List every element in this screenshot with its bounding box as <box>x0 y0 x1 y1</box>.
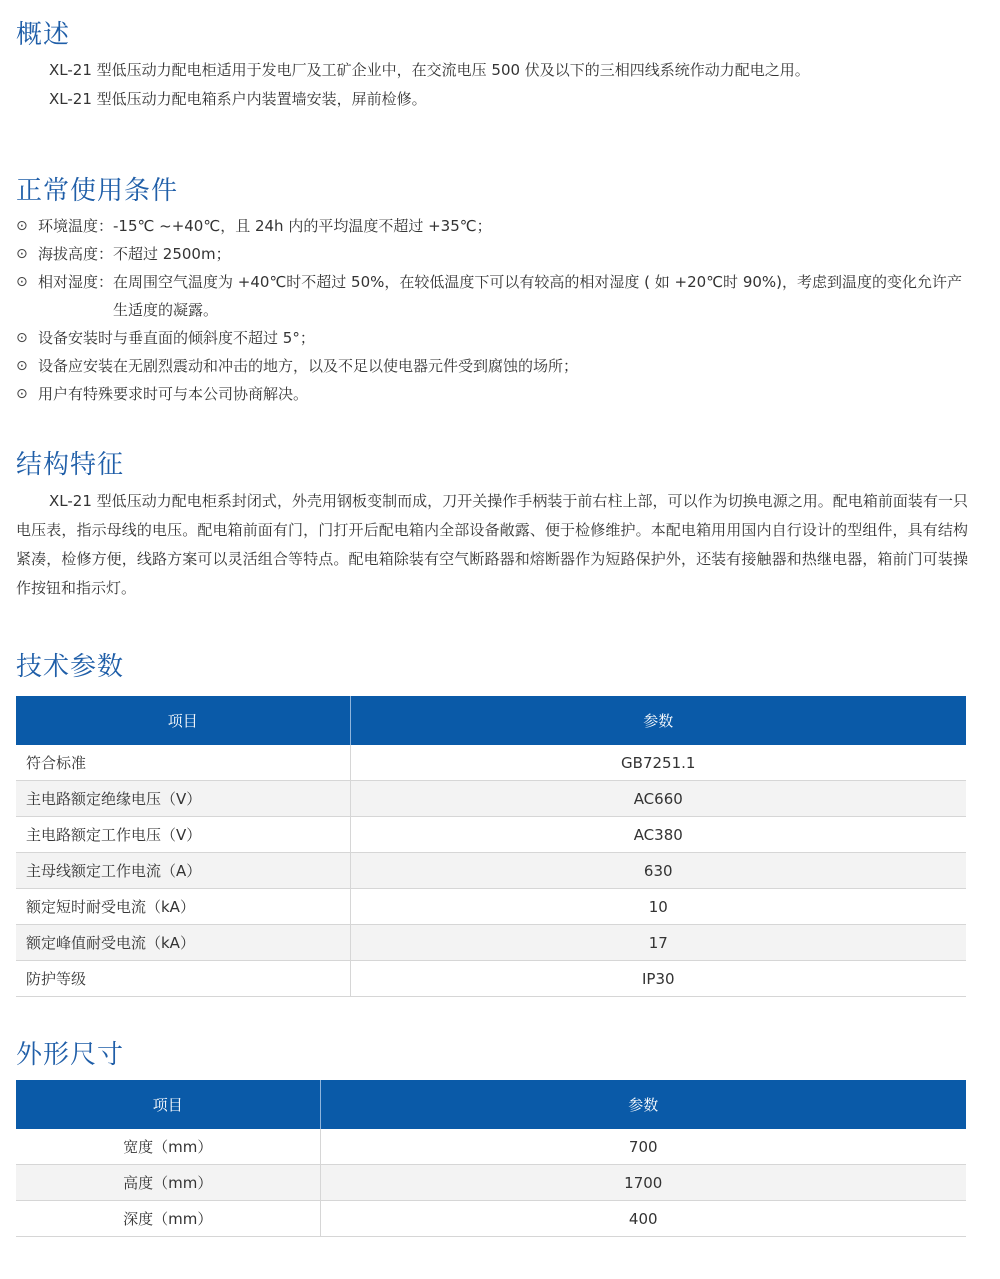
condition-label: 环境温度： <box>38 217 114 235</box>
bullet-circle-icon: ⊙ <box>16 386 28 402</box>
row-label: 额定峰值耐受电流（kA） <box>16 925 350 961</box>
bullet-circle-icon: ⊙ <box>16 358 28 374</box>
condition-text: -15℃ ~+40℃，且 24h 内的平均温度不超过 +35℃； <box>113 217 492 235</box>
bullet-circle-icon: ⊙ <box>16 274 28 290</box>
row-value: AC380 <box>350 817 966 853</box>
table-row <box>16 925 966 961</box>
condition-text: 设备应安装在无剧烈震动和冲击的地方，以及不足以使电器元件受到腐蚀的场所； <box>38 357 579 375</box>
overview-title: 概述 <box>16 20 71 50</box>
tech-params-table <box>16 696 966 997</box>
table-header-row <box>16 696 966 745</box>
condition-item-special <box>16 380 968 408</box>
bullet-circle-icon: ⊙ <box>16 246 28 262</box>
condition-item-humidity <box>16 268 968 324</box>
table-row <box>16 853 966 889</box>
structure-section <box>16 448 968 603</box>
overview-section <box>16 18 968 114</box>
header-param: 参数 <box>320 1080 966 1129</box>
overview-paragraph-2: XL-21 型低压动力配电箱系户内装置墙安装，屏前检修。 <box>49 90 427 108</box>
table-row <box>16 745 966 781</box>
row-label: 深度（mm） <box>16 1201 320 1237</box>
header-item: 项目 <box>16 696 350 745</box>
header-param: 参数 <box>350 696 966 745</box>
row-label: 主母线额定工作电流（A） <box>16 853 350 889</box>
table-row <box>16 961 966 997</box>
row-value: 630 <box>350 853 966 889</box>
table-row <box>16 817 966 853</box>
row-value: 10 <box>350 889 966 925</box>
structure-title: 结构特征 <box>16 450 125 480</box>
tech-section <box>16 650 968 997</box>
condition-label: 海拔高度： <box>38 245 114 263</box>
conditions-section <box>16 174 968 408</box>
table-row <box>16 1201 966 1237</box>
dimensions-table <box>16 1080 966 1237</box>
row-label: 防护等级 <box>16 961 350 997</box>
structure-paragraph: XL-21 型低压动力配电柜系封闭式，外壳用钢板变制而成，刀开关操作手柄装于前右柱上部，可以作为切换电源之用。配电箱前面装有一只电压表，指示母线的电压。配电箱前面有门，门打开后配电箱内全部设备敞露、便于检修维护。本配电箱用用国内自行设计的型组件，具有结构紧凑，检修方便，线路方案可以灵活组合等特点。配电箱除装有空气断路器和熔断器作为短路保护外，还装有接触器和热继电器，箱前门可装操作按钮和指示灯。 <box>16 492 968 597</box>
row-value: GB7251.1 <box>350 745 966 781</box>
row-value: 400 <box>320 1201 966 1237</box>
conditions-list <box>16 212 968 408</box>
row-label: 主电路额定工作电压（V） <box>16 817 350 853</box>
condition-text: 设备安装时与垂直面的倾斜度不超过 5°； <box>38 329 315 347</box>
condition-item-installation <box>16 352 968 380</box>
conditions-title: 正常使用条件 <box>16 176 179 206</box>
row-value: AC660 <box>350 781 966 817</box>
row-label: 符合标准 <box>16 745 350 781</box>
table-row <box>16 781 966 817</box>
condition-text: 不超过 2500m； <box>113 245 231 263</box>
row-label: 主电路额定绝缘电压（V） <box>16 781 350 817</box>
row-value: 1700 <box>320 1165 966 1201</box>
table-header-row <box>16 1080 966 1129</box>
row-label: 额定短时耐受电流（kA） <box>16 889 350 925</box>
condition-label: 相对湿度： <box>38 273 114 291</box>
condition-text: 用户有特殊要求时可与本公司协商解决。 <box>38 385 309 403</box>
row-label: 高度（mm） <box>16 1165 320 1201</box>
bullet-circle-icon: ⊙ <box>16 218 28 234</box>
condition-item-tilt <box>16 324 968 352</box>
condition-item-altitude <box>16 240 968 268</box>
table-row <box>16 1165 966 1201</box>
row-label: 宽度（mm） <box>16 1129 320 1165</box>
table-row <box>16 889 966 925</box>
bullet-circle-icon: ⊙ <box>16 330 28 346</box>
row-value: 17 <box>350 925 966 961</box>
overview-paragraph-1: XL-21 型低压动力配电柜适用于发电厂及工矿企业中，在交流电压 500 伏及以下的三相四线系统作动力配电之用。 <box>49 61 810 79</box>
row-value: 700 <box>320 1129 966 1165</box>
dimensions-title: 外形尺寸 <box>16 1040 125 1070</box>
table-row <box>16 1129 966 1165</box>
condition-text: 在周围空气温度为 +40℃时不超过 50%，在较低温度下可以有较高的相对湿度 ( 如 +20℃时 90%)，考虑到温度的变化允许产生适度的凝露。 <box>113 273 963 319</box>
condition-item-temperature <box>16 212 968 240</box>
dimensions-section <box>16 1038 968 1237</box>
header-item: 项目 <box>16 1080 320 1129</box>
tech-title: 技术参数 <box>16 652 125 682</box>
row-value: IP30 <box>350 961 966 997</box>
